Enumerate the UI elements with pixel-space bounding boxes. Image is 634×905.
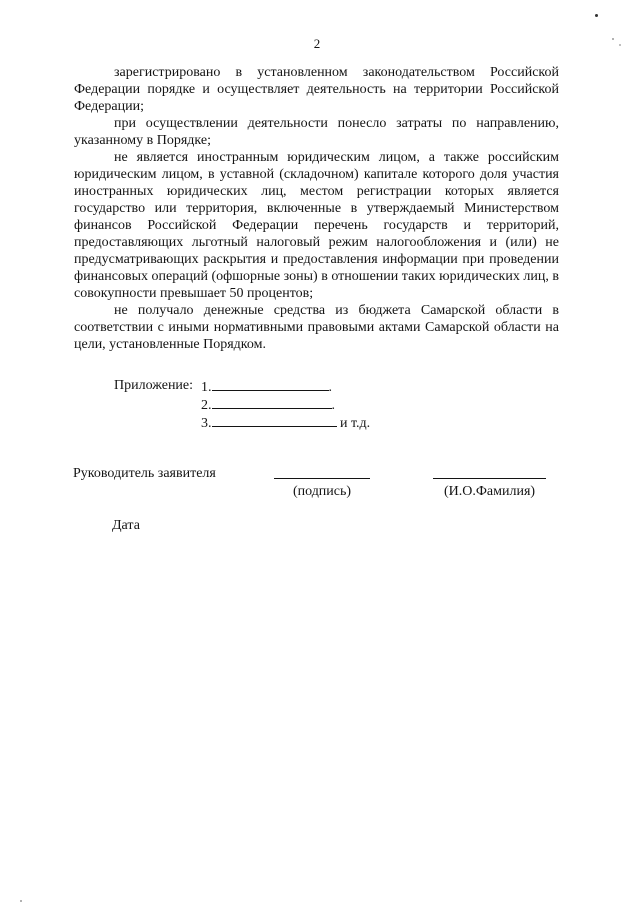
attachment-item-1 (201, 377, 332, 396)
attachment-suffix: . (328, 380, 332, 395)
name-line[interactable] (433, 478, 546, 479)
scan-speck (20, 900, 22, 902)
scan-speck (612, 38, 614, 40)
attachment-suffix: . (331, 398, 335, 413)
signature-caption: (подпись) (292, 484, 352, 499)
signatory-role: Руководитель заявителя (73, 466, 216, 481)
condition-registration: зарегистрировано в установленном законодательством Российской Федерации порядке и осуществляет деятельность на территории Российской Федерации; (74, 65, 559, 114)
date-label: Дата (112, 518, 140, 533)
scan-speck (595, 14, 598, 17)
attachment-item-3 (201, 413, 370, 432)
attachment-number: 3. (201, 416, 212, 431)
page-number: 2 (313, 36, 321, 51)
name-caption: (И.О.Фамилия) (443, 484, 536, 499)
attachment-blank-2[interactable] (212, 395, 332, 409)
condition-not-foreign: не является иностранным юридическим лицом, а также российским юридическим лицом, в уставной (складочном) капитале которого доля участия иностранных юридических лиц, местом регистрации которых является государство или территория, включенные в утверждаемый Министерством финансов Российской Федерации перечень государств и территорий, предоставляющих льготный налоговый режим налогообложения и (или) не предусматривающих раскрытия и предоставления информации при проведении финансовых операций (офшорные зоны) в отношении таких юридических лиц, в совокупности превышает 50 процентов; (74, 150, 559, 301)
condition-expenses: при осуществлении деятельности понесло затраты по направлению, указанному в Порядке; (74, 116, 559, 148)
attachments-label: Приложение: (114, 378, 194, 393)
signature-line[interactable] (274, 478, 370, 479)
scan-speck (619, 44, 621, 46)
condition-no-other-funds: не получало денежные средства из бюджета Самарской области в соответствии с иными нормативными правовыми актами Самарской области на цели, установленные Порядком. (74, 303, 559, 352)
document-body (74, 64, 559, 353)
attachment-number: 1. (201, 380, 212, 395)
attachment-number: 2. (201, 398, 212, 413)
attachment-blank-1[interactable] (212, 377, 329, 391)
attachment-item-2 (201, 395, 335, 414)
attachment-blank-3[interactable] (212, 413, 337, 427)
attachment-suffix: и т.д. (336, 416, 371, 431)
